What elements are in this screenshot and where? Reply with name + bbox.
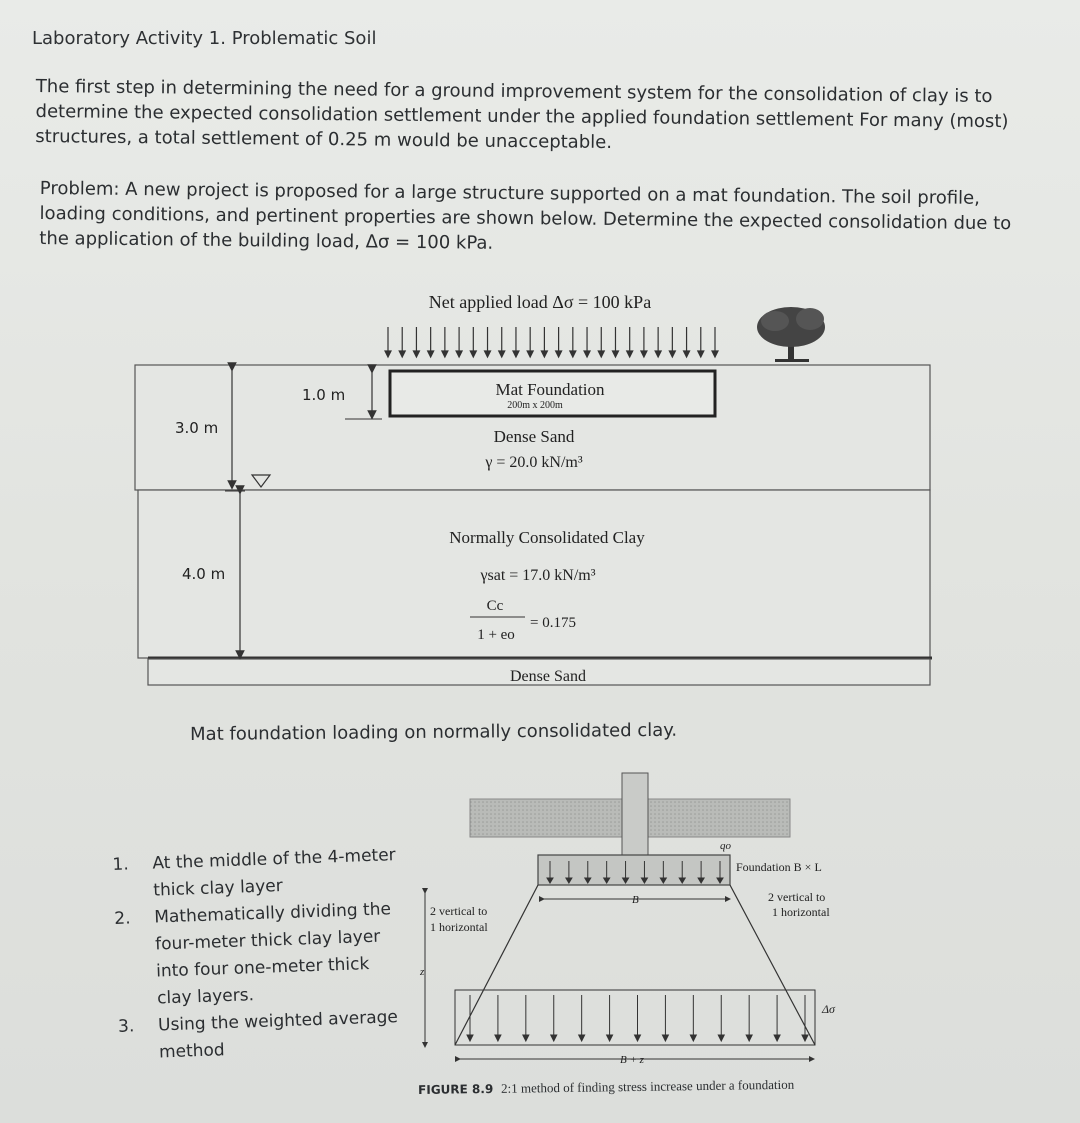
- slope-right-line1: 2 vertical to: [768, 890, 826, 904]
- soil-profile-diagram: [120, 285, 960, 705]
- depth-sand-label: 3.0 m: [175, 419, 219, 437]
- clay-cc-value: = 0.175: [530, 615, 576, 631]
- tree-icon: [757, 307, 825, 362]
- step-item: 2. Mathematically dividing the four-meter thick clay layer into four one-meter thick clay layers.: [113, 899, 392, 1009]
- column: [622, 773, 648, 859]
- q-label: qo: [720, 840, 731, 852]
- slope-left-line1: 2 vertical to: [430, 904, 488, 918]
- delta-label: Δσ: [822, 1002, 835, 1016]
- problem-paragraph: Problem: A new project is proposed for a large structure supported on a mat foundation. The soil profile, loading conditions, and pertinent properties are shown below. Determine the expected consolidation due to the application of the building load, Δσ = 100 kPa.: [39, 177, 1012, 254]
- figure-caption-text: 2:1 method of finding stress increase under a foundation: [500, 1076, 795, 1096]
- mat-size: 200m x 200m: [507, 400, 563, 411]
- steps-list: [112, 842, 409, 1068]
- z-label: z: [420, 966, 425, 978]
- slope-left-line2: 1 horizontal: [430, 920, 488, 934]
- step-item: 1. At the middle of the 4-meter thick clay layer: [112, 845, 396, 901]
- sand-name: Dense Sand: [493, 427, 575, 446]
- clay-gamma: γsat = 17.0 kN/m³: [480, 567, 596, 584]
- clay-cc-numerator: Cc: [486, 598, 504, 614]
- bottom-sand-name: Dense Sand: [510, 668, 586, 685]
- b-label: B: [632, 894, 639, 906]
- mat-title: Mat Foundation: [495, 380, 605, 399]
- bz-label: B + z: [620, 1054, 644, 1066]
- two-to-one-figure: [410, 765, 860, 1075]
- intro-paragraph: The first step in determining the need for a ground improvement system for the consolidation of clay is to determine the expected consolidation settlement under the applied foundation settlement For many (most) structures, a total settlement of 0.25 m would be unacceptable.: [35, 75, 1009, 154]
- load-label: Net applied load Δσ = 100 kPa: [428, 292, 652, 312]
- profile-caption: Mat foundation loading on normally consolidated clay.: [190, 719, 678, 745]
- depth-mat-label: 1.0 m: [302, 386, 346, 404]
- figure-caption-label: FIGURE 8.9: [418, 1081, 494, 1097]
- sand-gamma: γ = 20.0 kN/m³: [485, 454, 583, 471]
- slope-right-line2: 1 horizontal: [772, 905, 830, 919]
- page-title: Laboratory Activity 1. Problematic Soil: [32, 28, 377, 49]
- depth-clay-label: 4.0 m: [182, 565, 226, 583]
- clay-cc-denominator: 1 + eo: [477, 627, 515, 643]
- load-arrows: [385, 327, 718, 357]
- foundation-label: Foundation B × L: [736, 860, 822, 874]
- clay-name: Normally Consolidated Clay: [449, 528, 645, 547]
- step-item: 3. Using the weighted average method: [117, 1007, 399, 1063]
